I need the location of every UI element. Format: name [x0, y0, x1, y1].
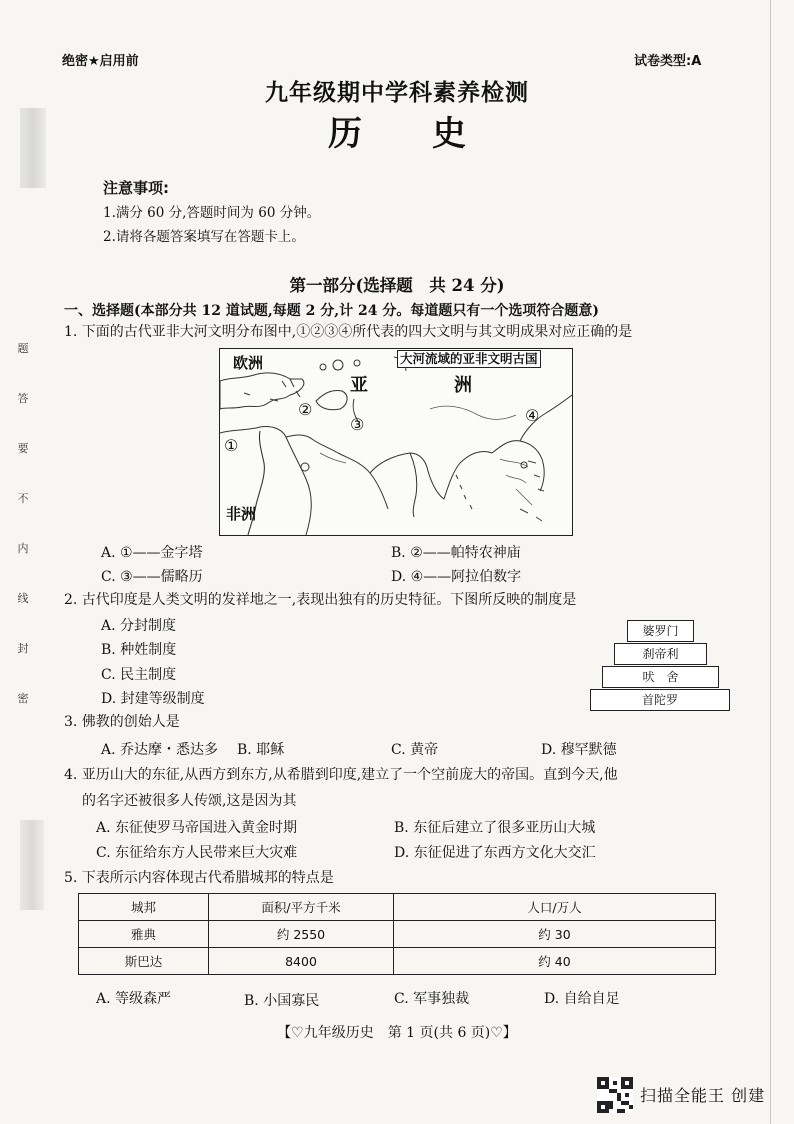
map-drawing — [220, 349, 572, 535]
map-marker-1: ① — [224, 436, 239, 455]
q3-option-a: A. 乔达摩・悉达多 — [101, 742, 219, 758]
qr-code-icon — [597, 1077, 633, 1113]
notice-item: 2.请将各题答案填写在答题卡上。 — [103, 229, 305, 245]
table-cell: 雅典 — [79, 921, 209, 948]
part-title: 第一部分(选择题 共 24 分) — [289, 276, 505, 295]
table-header: 城邦 — [79, 894, 209, 921]
table-cell: 8400 — [209, 948, 394, 975]
section-title: 一、选择题(本部分共 12 道试题,每题 2 分,计 24 分。每道题只有一个选项符合题意) — [64, 303, 599, 319]
question-1-stem: 1. 下面的古代亚非大河文明分布图中,①②③④所代表的四大文明与其文明成果对应正确的是 — [64, 324, 633, 340]
scan-shadow — [20, 820, 44, 910]
q5-option-a: A. 等级森严 — [96, 991, 172, 1007]
caste-brahmin: 婆罗门 — [627, 620, 694, 642]
notice-title: 注意事项: — [103, 179, 169, 197]
city-state-table — [78, 893, 716, 975]
q1-option-b: B. ②——帕特农神庙 — [391, 545, 521, 561]
q3-option-d: D. 穆罕默德 — [541, 742, 617, 758]
confidential-label: 绝密★启用前 — [62, 54, 139, 69]
q1-option-c: C. ③——儒略历 — [101, 569, 203, 585]
subject-title: 历史 — [328, 114, 536, 154]
margin-char: 内 — [17, 542, 29, 555]
table-cell: 约 2550 — [209, 921, 394, 948]
margin-char: 封 — [17, 642, 29, 655]
table-cell: 斯巴达 — [79, 948, 209, 975]
question-4-stem-line1: 4. 亚历山大的东征,从西方到东方,从希腊到印度,建立了一个空前庞大的帝国。直到今天,他 — [64, 767, 618, 783]
table-header: 面积/平方千米 — [209, 894, 394, 921]
q2-option-a: A. 分封制度 — [101, 618, 177, 634]
paper-type-label: 试卷类型:A — [634, 54, 702, 69]
table-row — [79, 948, 716, 975]
q4-option-d: D. 东征促进了东西方文化大交汇 — [394, 845, 596, 861]
notice-item: 1.满分 60 分,答题时间为 60 分钟。 — [103, 205, 321, 221]
q3-option-c: C. 黄帝 — [391, 742, 439, 758]
margin-char: 线 — [17, 592, 29, 605]
q2-option-c: C. 民主制度 — [101, 667, 177, 683]
q2-option-b: B. 种姓制度 — [101, 642, 177, 658]
exam-title: 九年级期中学科素养检测 — [265, 79, 529, 106]
scanner-brand: 扫描全能王 创建 — [640, 1086, 766, 1105]
question-3-stem: 3. 佛教的创始人是 — [64, 714, 180, 730]
q5-option-b: B. 小国寡民 — [244, 993, 320, 1009]
q5-option-c: C. 军事独裁 — [394, 991, 470, 1007]
ancient-civilizations-map — [219, 348, 573, 536]
question-2-stem: 2. 古代印度是人类文明的发祥地之一,表现出独有的历史特征。下图所反映的制度是 — [64, 592, 577, 608]
question-4-stem-line2: 的名字还被很多人传颂,这是因为其 — [82, 793, 297, 809]
caste-vaishya: 吠 舍 — [602, 666, 719, 688]
map-label-asia-1: 亚 — [350, 375, 368, 396]
caste-pyramid — [590, 620, 720, 716]
table-cell: 约 30 — [394, 921, 716, 948]
question-5-stem: 5. 下表所示内容体现古代希腊城邦的特点是 — [64, 870, 334, 886]
map-label-europe: 欧洲 — [233, 354, 264, 372]
map-label-asia-2: 洲 — [454, 375, 472, 396]
margin-char: 题 — [17, 342, 29, 355]
caste-shudra: 首陀罗 — [590, 689, 730, 711]
map-marker-2: ② — [298, 400, 313, 419]
table-cell: 约 40 — [394, 948, 716, 975]
margin-char: 密 — [17, 692, 29, 705]
map-caption: 大河流域的亚非文明古国 — [397, 350, 541, 368]
q1-option-d: D. ④——阿拉伯数字 — [391, 569, 522, 585]
q2-option-d: D. 封建等级制度 — [101, 691, 205, 707]
map-label-africa: 非洲 — [226, 505, 257, 523]
q4-option-a: A. 东征使罗马帝国进入黄金时期 — [96, 820, 298, 836]
caste-kshatriya: 刹帝利 — [614, 643, 707, 665]
table-row — [79, 921, 716, 948]
margin-char: 要 — [17, 442, 29, 455]
q4-option-b: B. 东征后建立了很多亚历山大城 — [394, 820, 596, 836]
q3-option-b: B. 耶稣 — [237, 742, 285, 758]
table-header-row — [79, 894, 716, 921]
q5-option-d: D. 自给自足 — [544, 991, 620, 1007]
q1-option-a: A. ①——金字塔 — [101, 545, 203, 561]
page-edge-line — [770, 0, 771, 1124]
margin-char: 答 — [17, 392, 29, 405]
map-marker-3: ③ — [350, 415, 365, 434]
map-marker-4: ④ — [525, 406, 540, 425]
q4-option-c: C. 东征给东方人民带来巨大灾难 — [96, 845, 298, 861]
table-header: 人口/万人 — [394, 894, 716, 921]
margin-char: 不 — [17, 492, 29, 505]
page-footer: 【♡九年级历史 第 1 页(共 6 页)♡】 — [277, 1025, 517, 1041]
